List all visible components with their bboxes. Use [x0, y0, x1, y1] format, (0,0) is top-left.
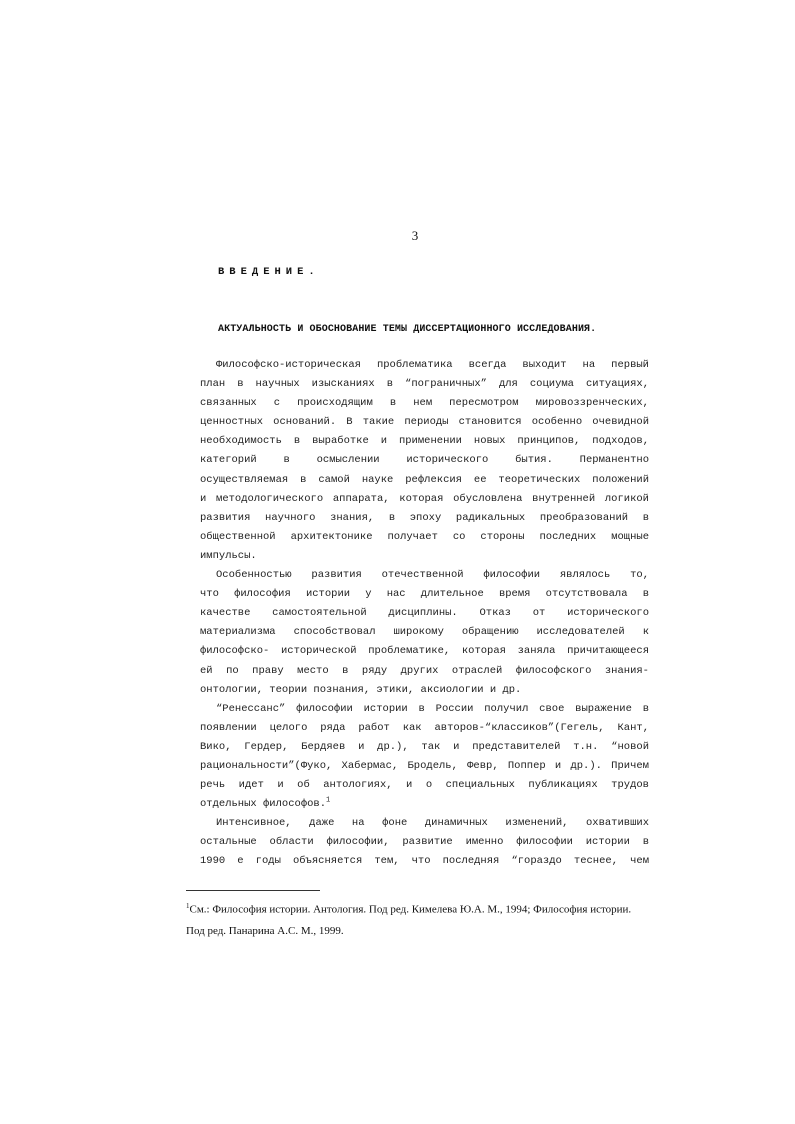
- text-line: Вико, Гердер, Бердяев и др.), так и представителей т.н. “новой: [200, 740, 649, 753]
- text-line: качестве самостоятельной дисциплины. Отказ от исторического: [200, 607, 649, 620]
- footnote-ref: 1: [326, 796, 331, 805]
- footnote-marker: 1: [186, 902, 190, 910]
- text-line: 1990 е годы объясняется тем, что последняя “гораздо теснее, чем: [200, 855, 649, 868]
- text-line: речь идет и об антологиях, и о специальных публикациях трудов: [200, 779, 649, 792]
- text-line: остальные области философии, развитие именно философии истории в: [200, 836, 649, 849]
- body-text: [200, 356, 649, 872]
- text-line: онтологии, теории познания, этики, аксиологии и др.: [200, 683, 522, 696]
- text-line: появлении целого ряда работ как авторов-“классиков”(Гегель, Кант,: [200, 721, 649, 734]
- text-line: философско- исторической проблематике, которая заняла причитающееся: [200, 645, 649, 658]
- text-line: общественной архитектонике получает со стороны последних мощные: [200, 530, 649, 543]
- section-title: АКТУАЛЬНОСТЬ И ОБОСНОВАНИЕ ТЕМЫ ДИССЕРТАЦИОННОГО ИССЛЕДОВАНИЯ.: [218, 324, 597, 335]
- footnote: [186, 896, 656, 942]
- chapter-title: ВВЕДЕНИЕ.: [218, 266, 320, 278]
- text-line: “Ренессанс” философии истории в России получил свое выражение в: [216, 702, 649, 715]
- text-line: ценностных оснований. В такие периоды становится особенно очевидной: [200, 416, 649, 429]
- footnote-text: См.: Философия истории. Антология. Под ред. Кимелева Ю.А. М., 1994; Философия истории.: [189, 903, 632, 916]
- text-line: что философия истории у нас длительное время отсутствовала в: [200, 588, 649, 601]
- line-text: отдельных философов.: [200, 798, 327, 811]
- text-line: категорий в осмыслении исторического бытия. Перманентно: [200, 454, 649, 467]
- text-line: Философско-историческая проблематика всегда выходит на первый: [216, 359, 649, 371]
- text-line: [200, 795, 649, 814]
- text-line: Особенностью развития отечественной философии являлось то,: [216, 569, 649, 582]
- text-line: Интенсивное, даже на фоне динамичных изменений, охвативших: [216, 817, 649, 830]
- footnote-line: [186, 896, 656, 921]
- text-line: ей по праву место в ряду других отраслей философского знания-: [200, 664, 649, 677]
- text-line: развития научного знания, в эпоху радикальных преобразований в: [200, 511, 649, 524]
- page-number: 3: [411, 228, 419, 243]
- footnote-divider: [186, 890, 320, 891]
- text-line: необходимость в выработке и применении новых принципов, подходов,: [200, 435, 649, 448]
- text-line: импульсы.: [200, 549, 257, 562]
- text-line: материализма способствовал широкому обращению исследователей к: [200, 626, 649, 639]
- footnote-line: Под ред. Панарина А.С. М., 1999.: [186, 924, 344, 937]
- text-line: связанных с происходящим в нем пересмотром мировоззренческих,: [200, 397, 649, 410]
- text-line: осуществляемая в самой науке рефлексия ее теоретических положений: [200, 473, 649, 486]
- text-line: план в научных изысканиях в “пограничных” для социума ситуациях,: [200, 378, 649, 391]
- text-line: и методологического аппарата, которая обусловлена внутренней логикой: [200, 492, 649, 505]
- text-line: рациональности”(Фуко, Хабермас, Бродель, Февр, Поппер и др.). Причем: [200, 759, 649, 772]
